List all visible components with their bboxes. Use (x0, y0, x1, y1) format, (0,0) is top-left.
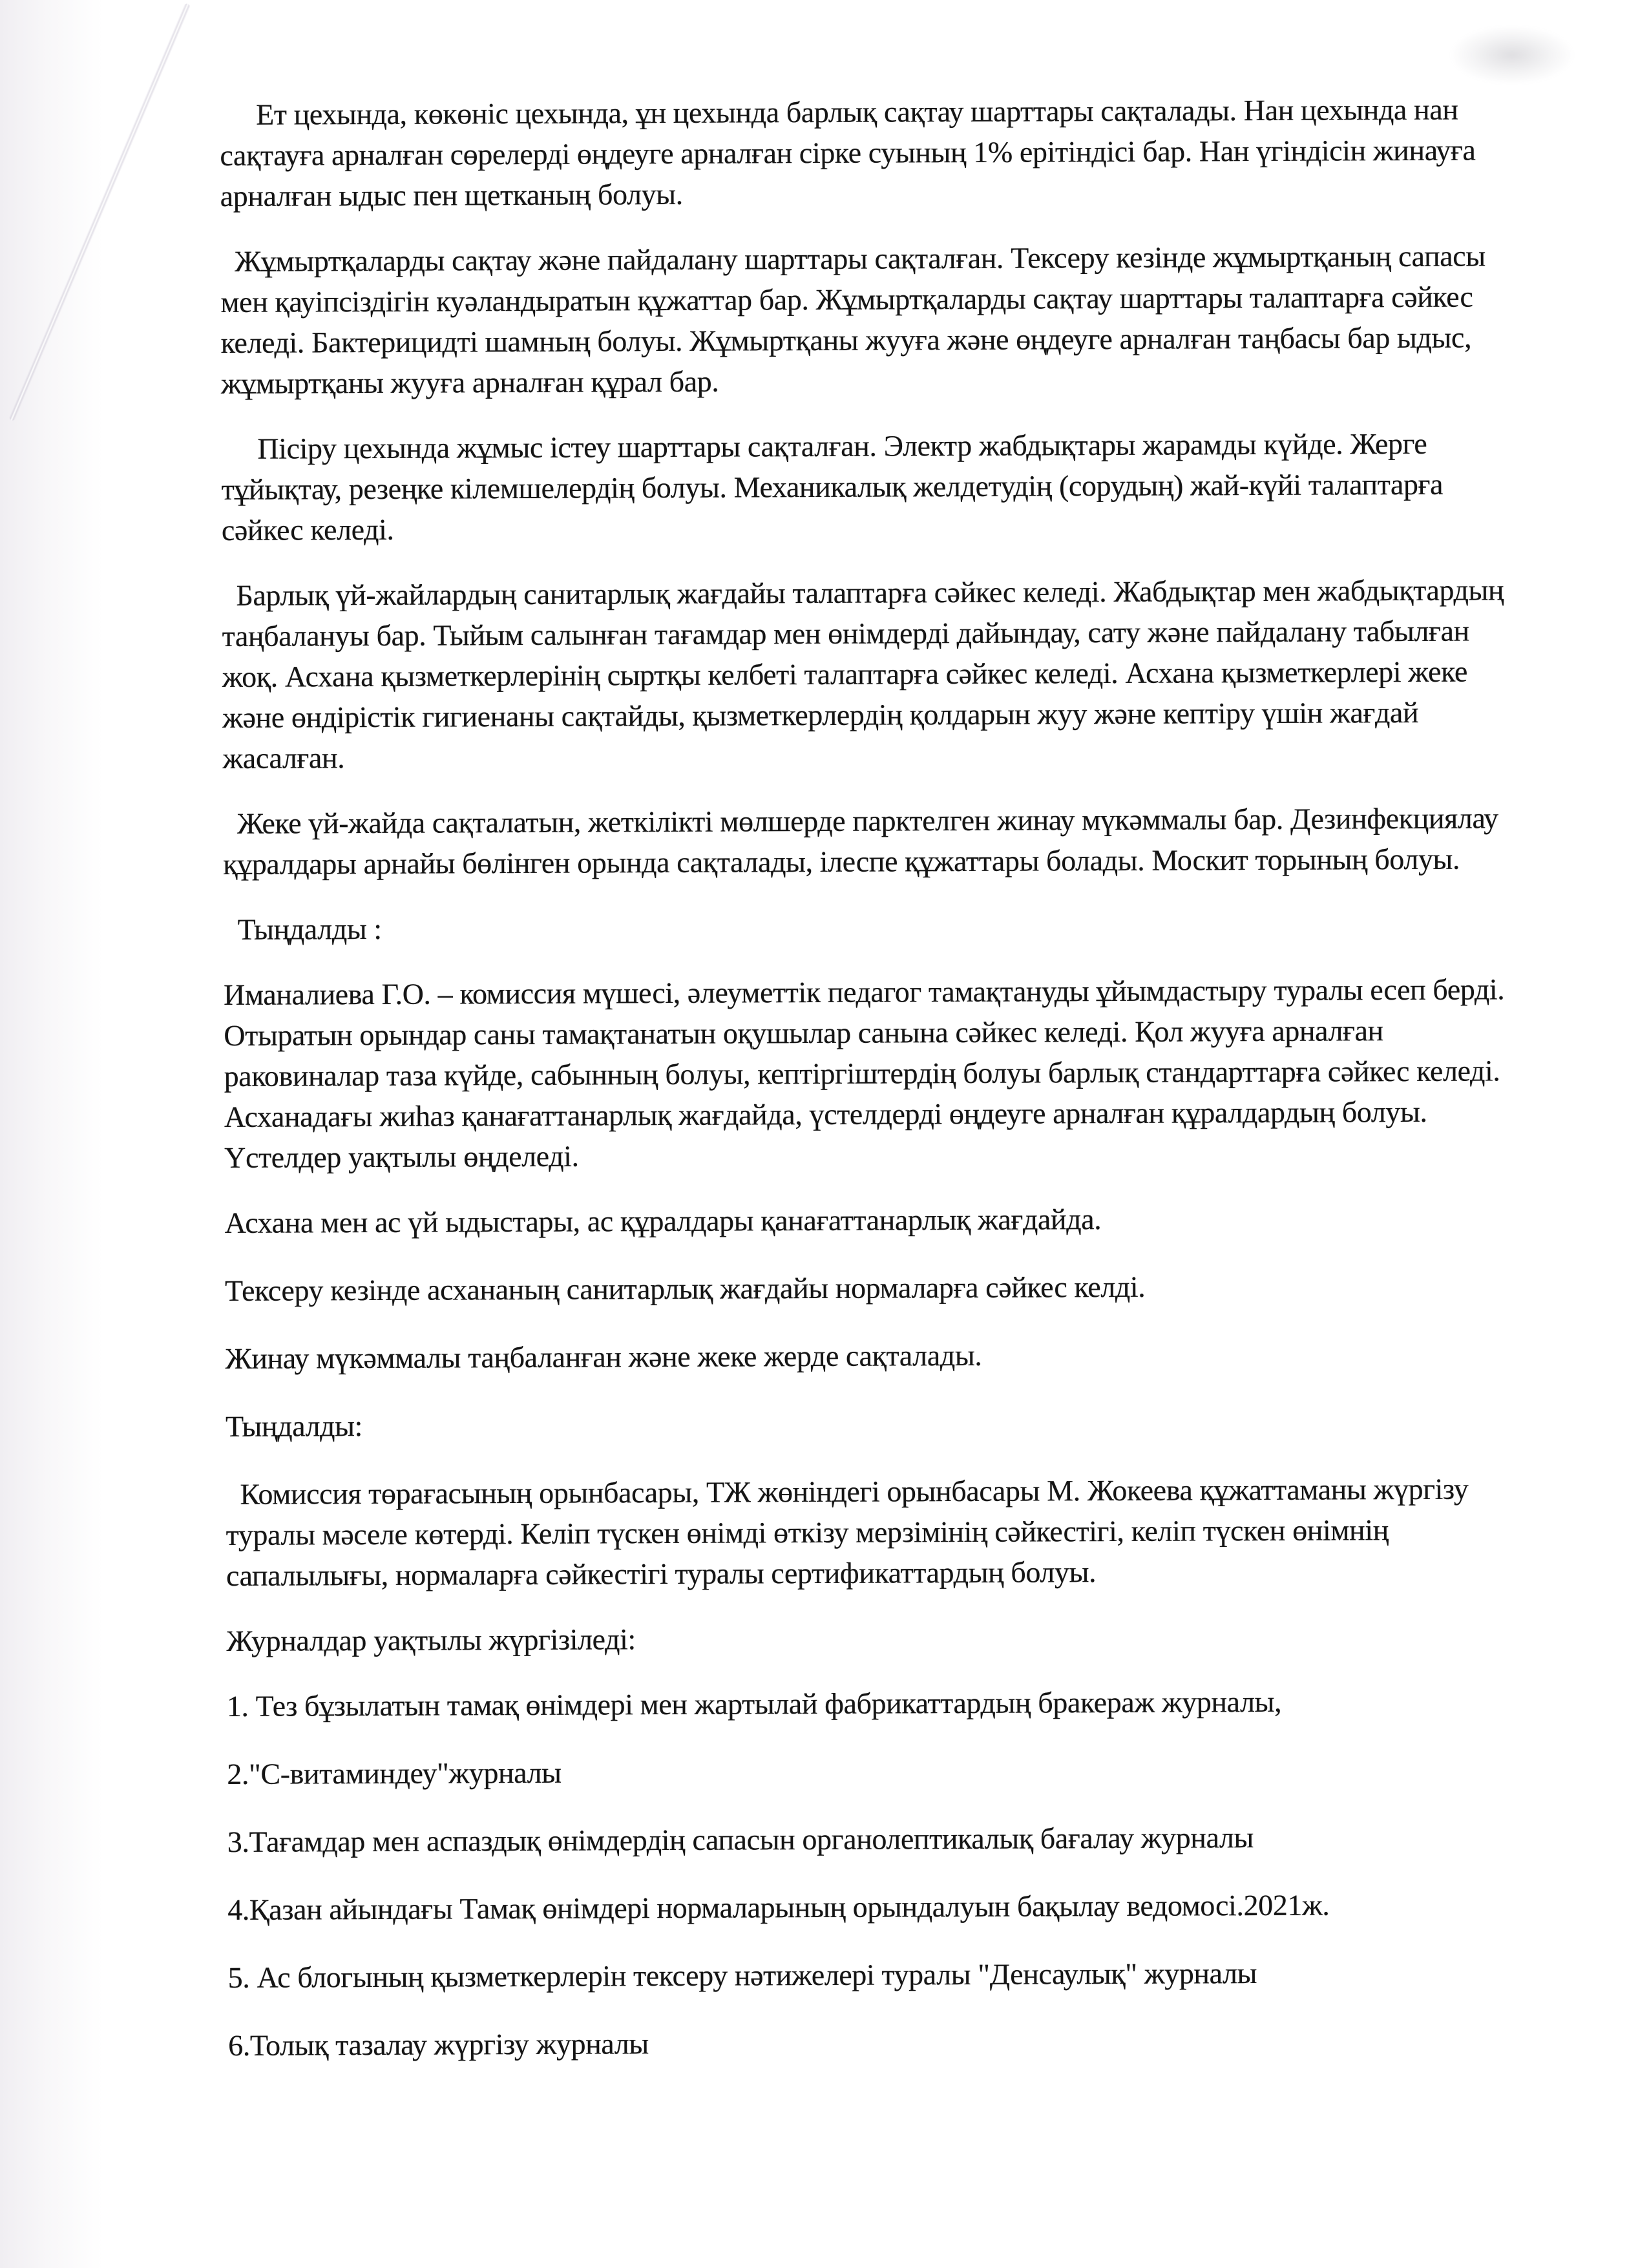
scan-smudge-artifact (1451, 26, 1573, 84)
list-item: 6.Толық тазалау жүргізу журналы (228, 2027, 649, 2062)
paragraph: Иманалиева Г.О. – комиссия мүшесі, әлеуметтік педагог тамақтануды ұйымдастыру туралы есеп берді. Отыратын орындар саны тамақтанатын оқушылар санына сәйкес келеді. Қол жууға арналған раковиналар таза күйде, сабынның болуы, кептіргіштердің болуы барлық стандарттарға сәйкес келеді. Асханадағы жиһаз қанағаттанарлық жағдайда, үстелдерді өңдеуге арналған құралдардың болуы. Үстелдер уақтылы өңделеді. (223, 972, 1505, 1174)
paragraph: Барлық үй-жайлардың санитарлық жағдайы талаптарға сәйкес келеді. Жабдықтар мен жабдықтардың таңбалануы бар. Тыйым салынған тағамдар мен өнімдерді дайындау, сату және пайдалану табылған жоқ. Асхана қызметкерлерінің сыртқы келбеті талаптарға сәйкес келеді. Асхана қызметкерлері жеке және өндірістік гигиенаны сақтайды, қызметкерлердің қолдарын жуу және кептіру үшін жағдай жасалған. (222, 573, 1504, 775)
scan-edge-shade (0, 0, 103, 2268)
paragraph: Журналдар уақтылы жүргізіледі: (226, 1622, 636, 1657)
paragraph: Жинау мүкәммалы таңбаланған және жеке жерде сақталады. (225, 1338, 982, 1375)
paragraph: Тексеру кезінде асхананың санитарлық жағдайы нормаларға сәйкес келді. (224, 1270, 1146, 1307)
list-item: 4.Қазан айындағы Тамақ өнімдері нормаларының орындалуын бақылау ведомосі.2021ж. (227, 1888, 1330, 1926)
list-item: 3.Тағамдар мен аспаздық өнімдердің сапасын органолептикалық бағалау журналы (227, 1821, 1254, 1858)
paragraph: Пісіру цехында жұмыс істеу шарттары сақталған. Электр жабдықтары жарамды күйде. Жерге тұйықтау, резеңке кілемшелердің болуы. Механикалық желдетудің (сорудың) жай-күйі талаптарға сәйкес келеді. (221, 426, 1444, 547)
section-heading: Тыңдалды: (225, 1409, 363, 1443)
list-item: 5. Ас блогының қызметкерлерін тексеру нәтижелері туралы "Денсаулық" журналы (227, 1957, 1257, 1994)
section-heading: Тыңдалды : (237, 912, 382, 946)
list-item: 2."С-витаминдеу"журналы (227, 1756, 562, 1790)
paragraph: Жеке үй-жайда сақталатын, жеткілікті мөлшерде парктелген жинау мүкәммалы бар. Дезинфекциялау құралдары арнайы бөлінген орында сақталады, ілеспе құжаттары болады. Москит торының болуы. (223, 801, 1498, 881)
document-body (220, 89, 1517, 2093)
list-item: 1. Тез бұзылатын тамақ өнімдері мен жартылай фабрикаттардың бракераж журналы, (226, 1685, 1282, 1723)
paragraph: Комиссия төрағасының орынбасары, ТЖ жөніндегі орынбасары М. Жокеева құжаттаманы жүргізу туралы мәселе көтерді. Келіп түскен өнімді өткізу мерзімінің сәйкестігі, келіп түскен өнімнің сапалылығы, нормаларға сәйкестігі туралы сертификаттардың болуы. (226, 1472, 1469, 1592)
scan-crease-artifact (8, 3, 191, 421)
paragraph: Жұмыртқаларды сақтау және пайдалану шарттары сақталған. Тексеру кезінде жұмыртқаның сапасы мен қауіпсіздігін куәландыратын құжаттар бар. Жұмыртқаларды сақтау шарттары талаптарға сәйкес келеді. Бактерицидті шамның болуы. Жұмыртқаны жууға және өңдеуге арналған таңбасы бар ыдыс, жұмыртқаны жууға арналған құрал бар. (220, 239, 1486, 400)
paragraph: Асхана мен ас үй ыдыстары, ас құралдары қанағаттанарлық жағдайда. (224, 1202, 1102, 1239)
paragraph: Ет цехында, көкөніс цехында, ұн цехында барлық сақтау шарттары сақталады. Нан цехында нан сақтауға арналған сөрелерді өңдеуге арналған сірке суының 1% ерітіндісі бар. Нан үгіндісін жинауға арналған ыдыс пен щетканың болуы. (220, 92, 1476, 213)
